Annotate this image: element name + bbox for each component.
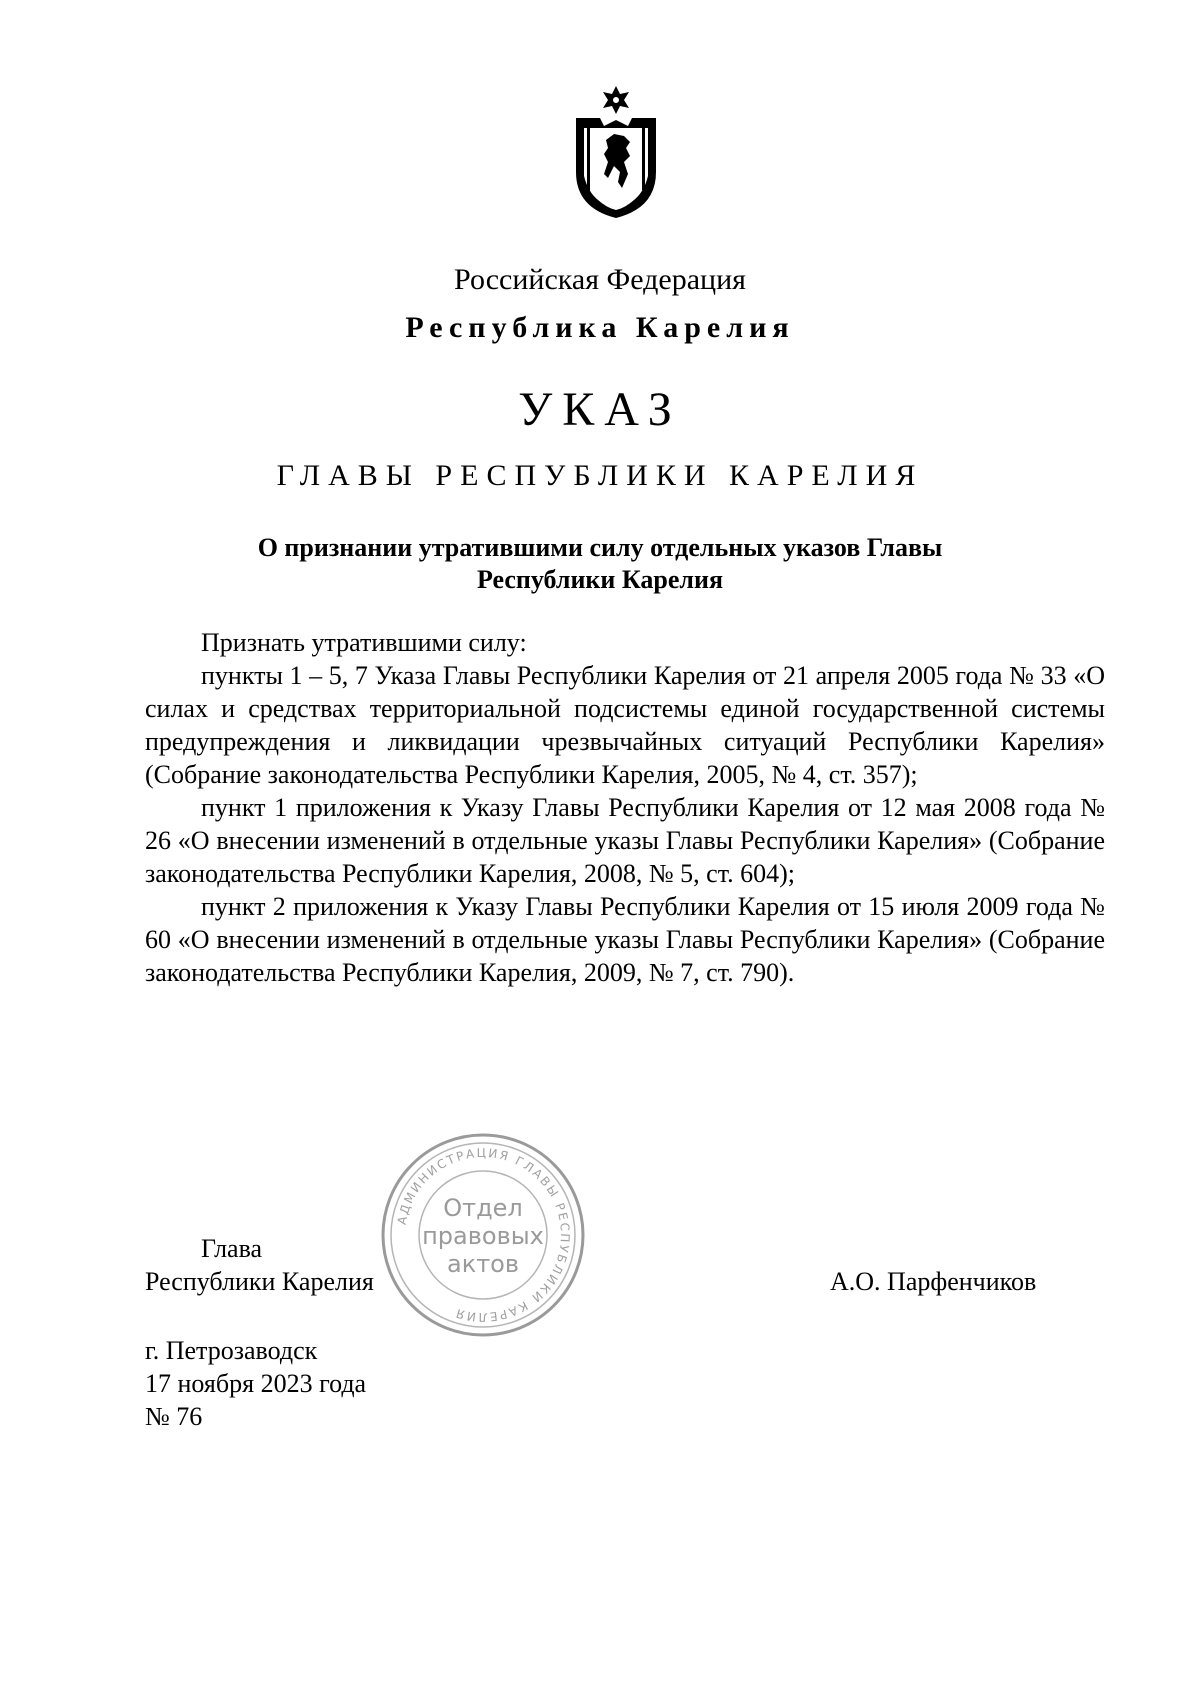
signatory-title-line-2: Республики Карелия: [145, 1267, 374, 1296]
issuer-title: ГЛАВЫ РЕСПУБЛИКИ КАРЕЛИЯ: [276, 459, 924, 492]
legal-department-stamp: [378, 1130, 588, 1340]
decree-body: [145, 626, 1105, 989]
signatory-title-line-1: Глава: [201, 1234, 263, 1263]
signatory-name: А.О. Парфенчиков: [830, 1267, 1037, 1296]
stamp-line-1: Отдел: [443, 1194, 523, 1222]
body-item: пункт 2 приложения к Указу Главы Республики Карелия от 15 июля 2009 года № 60 «О внесении изменений в отдельные указы Главы Республики Карелия» (Собрание законодательства Республики Карелия, 2009, № 7, ст. 790).: [145, 892, 1105, 987]
decree-subject: [0, 532, 1200, 596]
issue-city: г. Петрозаводск: [145, 1336, 318, 1365]
body-item: пункты 1 – 5, 7 Указа Главы Республики Карелия от 21 апреля 2005 года № 33 «О силах и средствах территориальной подсистемы единой государственной системы предупреждения и ликвидации чрезвычайных ситуаций Республики Карелия» (Собрание законодательства Республики Карелия, 2005, № 4, ст. 357);: [145, 661, 1105, 789]
issue-date: 17 ноября 2023 года: [145, 1369, 367, 1398]
subject-line-2: Республики Карелия: [476, 565, 724, 594]
decree-footer: [145, 1334, 366, 1433]
republic-name: Республика Карелия: [405, 311, 795, 344]
stamp-line-2: правовых: [422, 1222, 544, 1250]
body-intro: Признать утратившими силу:: [201, 628, 527, 657]
signatory-title: [145, 1232, 374, 1298]
document-type: УКАЗ: [518, 383, 682, 436]
subject-line-1: О признании утратившими силу отдельных указов Главы: [257, 533, 943, 562]
stamp-line-3: актов: [446, 1250, 520, 1278]
karelia-coat-of-arms-icon: [570, 84, 662, 220]
country-name: Российская Федерация: [454, 263, 746, 296]
body-item: пункт 1 приложения к Указу Главы Республики Карелия от 12 мая 2008 года № 26 «О внесении изменений в отдельные указы Главы Республики Карелия» (Собрание законодательства Республики Карелия, 2008, № 5, ст. 604);: [145, 793, 1105, 888]
decree-number: № 76: [145, 1402, 203, 1431]
stamp-ring-text: АДМИНИСТРАЦИЯ ГЛАВЫ РЕСПУБЛИКИ КАРЕЛИЯ: [394, 1145, 573, 1325]
